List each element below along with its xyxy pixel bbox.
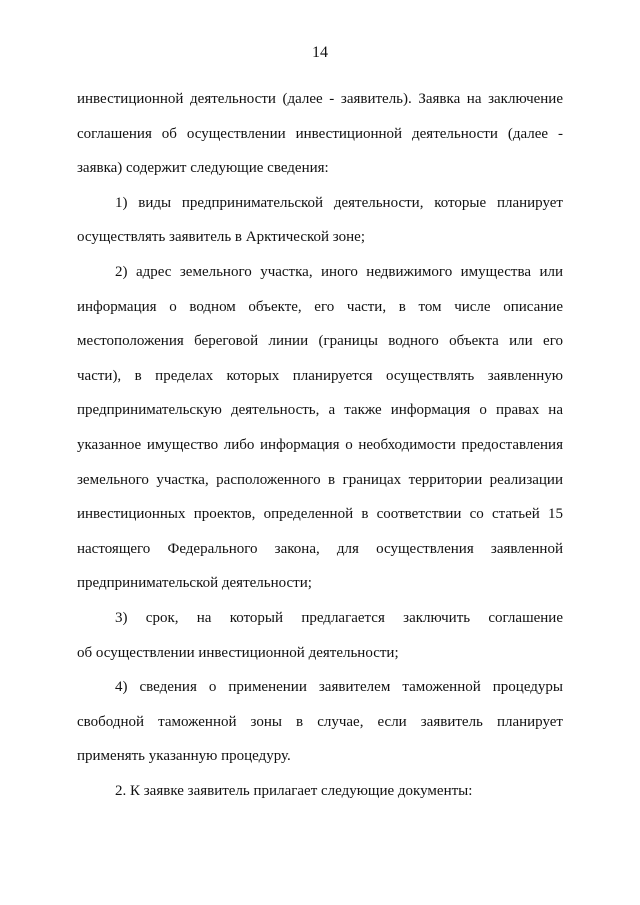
paragraph-section-2 <box>77 774 563 809</box>
text-line: инвестиционных проектов, определенной в соответствии со статьей 15 <box>77 506 563 523</box>
text-line: местоположения береговой линии (границы водного объекта или его <box>77 333 563 350</box>
text-line: 3) срок, на который предлагается заключить соглашение <box>115 609 563 626</box>
paragraph-item-4 <box>77 670 563 774</box>
text-line: свободной таможенной зоны в случае, если заявитель планирует <box>77 713 563 730</box>
paragraph-item-1 <box>77 186 563 255</box>
paragraph-item-3 <box>77 601 563 670</box>
text-line: применять указанную процедуру. <box>77 748 291 765</box>
text-line: 4) сведения о применении заявителем таможенной процедуры <box>115 679 563 696</box>
text-line: об осуществлении инвестиционной деятельности; <box>77 644 399 661</box>
page-number: 14 <box>312 44 328 61</box>
text-line: предпринимательскую деятельность, а также информация о правах на <box>77 402 563 419</box>
text-line: предпринимательской деятельности; <box>77 575 312 592</box>
text-line: заявка) содержит следующие сведения: <box>77 160 329 177</box>
text-line: 1) виды предпринимательской деятельности, которые планирует <box>115 194 563 211</box>
text-line: части), в пределах которых планируется осуществлять заявленную <box>77 367 563 384</box>
text-line: осуществлять заявитель в Арктической зоне; <box>77 229 365 246</box>
text-line: настоящего Федерального закона, для осуществления заявленной <box>77 540 563 557</box>
text-line: информация о водном объекте, его части, в том числе описание <box>77 298 563 315</box>
text-line: инвестиционной деятельности (далее - заявитель). Заявка на заключение <box>77 91 563 107</box>
text-line: земельного участка, расположенного в границах территории реализации <box>77 471 563 488</box>
document-body <box>77 82 563 808</box>
text-line: 2. К заявке заявитель прилагает следующие документы: <box>115 782 473 799</box>
text-line: соглашения об осуществлении инвестиционной деятельности (далее - <box>77 125 563 142</box>
text-line: 2) адрес земельного участка, иного недвижимого имущества или <box>115 263 563 280</box>
paragraph-item-2 <box>77 255 563 601</box>
text-line: указанное имущество либо информация о необходимости предоставления <box>77 436 563 453</box>
paragraph-intro <box>77 82 563 186</box>
